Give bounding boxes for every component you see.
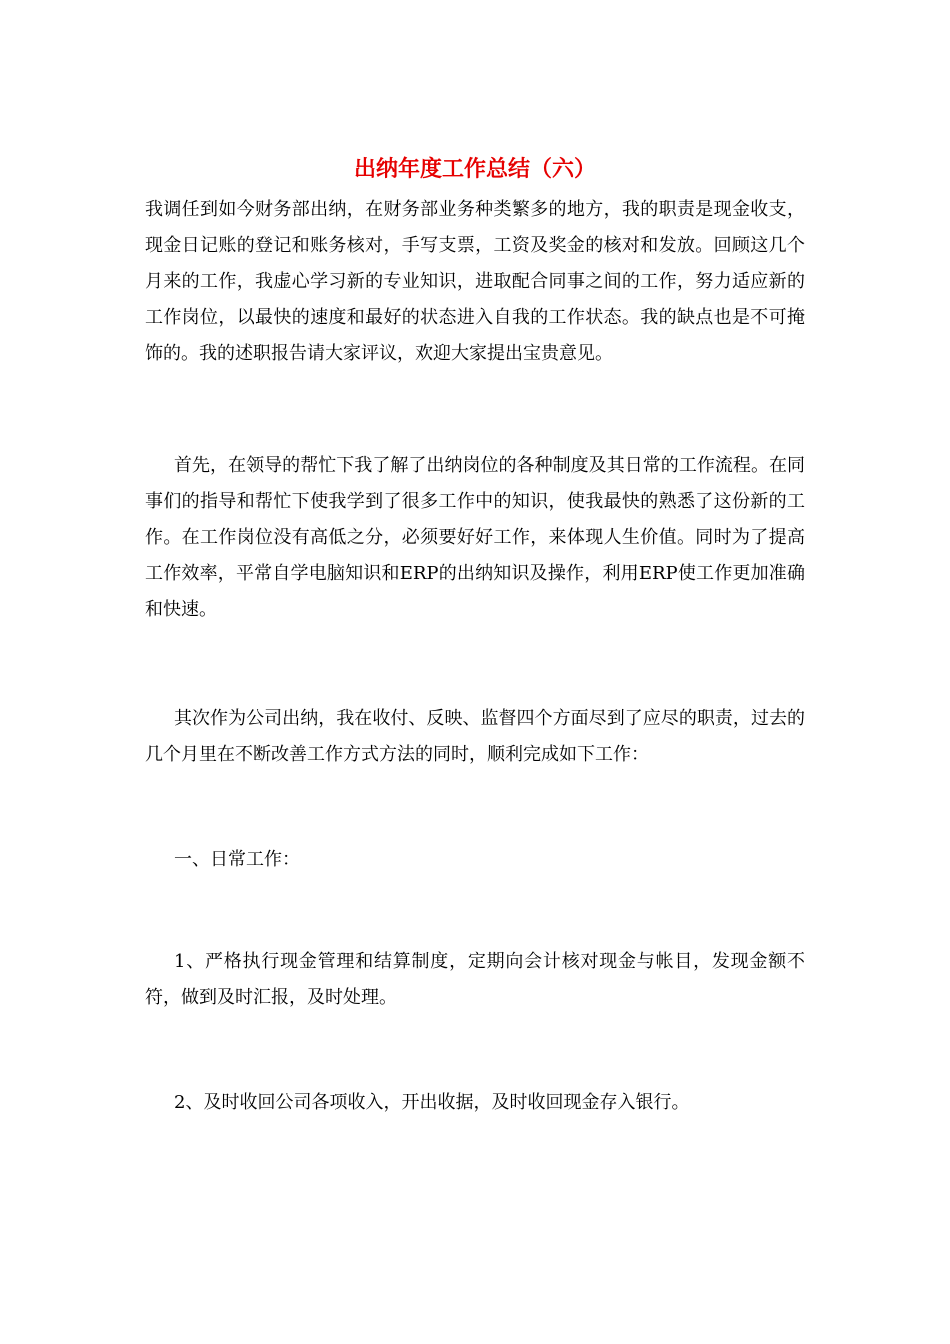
list-item-1: 1、严格执行现金管理和结算制度，定期向会计核对现金与帐目，发现金额不符，做到及时汇报，及时处理。	[145, 951, 805, 1008]
paragraph-second: 其次作为公司出纳，我在收付、反映、监督四个方面尽到了应尽的职责，过去的几个月里在不断改善工作方式方法的同时，顺利完成如下工作：	[145, 708, 805, 765]
list-item-2: 2、及时收回公司各项收入，开出收据，及时收回现金存入银行。	[174, 1092, 690, 1113]
document-title: 出纳年度工作总结（六）	[353, 156, 596, 182]
section-heading-daily-work: 一、日常工作：	[174, 849, 300, 870]
paragraph-intro: 我调任到如今财务部出纳，在财务部业务种类繁多的地方，我的职责是现金收支，现金日记账的登记和账务核对，手写支票，工资及奖金的核对和发放。回顾这几个月来的工作，我虚心学习新的专业知识，进取配合同事之间的工作，努力适应新的工作岗位，以最快的速度和最好的状态进入自我的工作状态。我的缺点也是不可掩饰的。我的述职报告请大家评议，欢迎大家提出宝贵意见。	[145, 199, 805, 364]
paragraph-first: 首先，在领导的帮忙下我了解了出纳岗位的各种制度及其日常的工作流程。在同事们的指导和帮忙下使我学到了很多工作中的知识，使我最快的熟悉了这份新的工作。在工作岗位没有高低之分，必须要好好工作，来体现人生价值。同时为了提高工作效率，平常自学电脑知识和ERP的出纳知识及操作，利用ERP使工作更加准确和快速。	[145, 455, 805, 620]
